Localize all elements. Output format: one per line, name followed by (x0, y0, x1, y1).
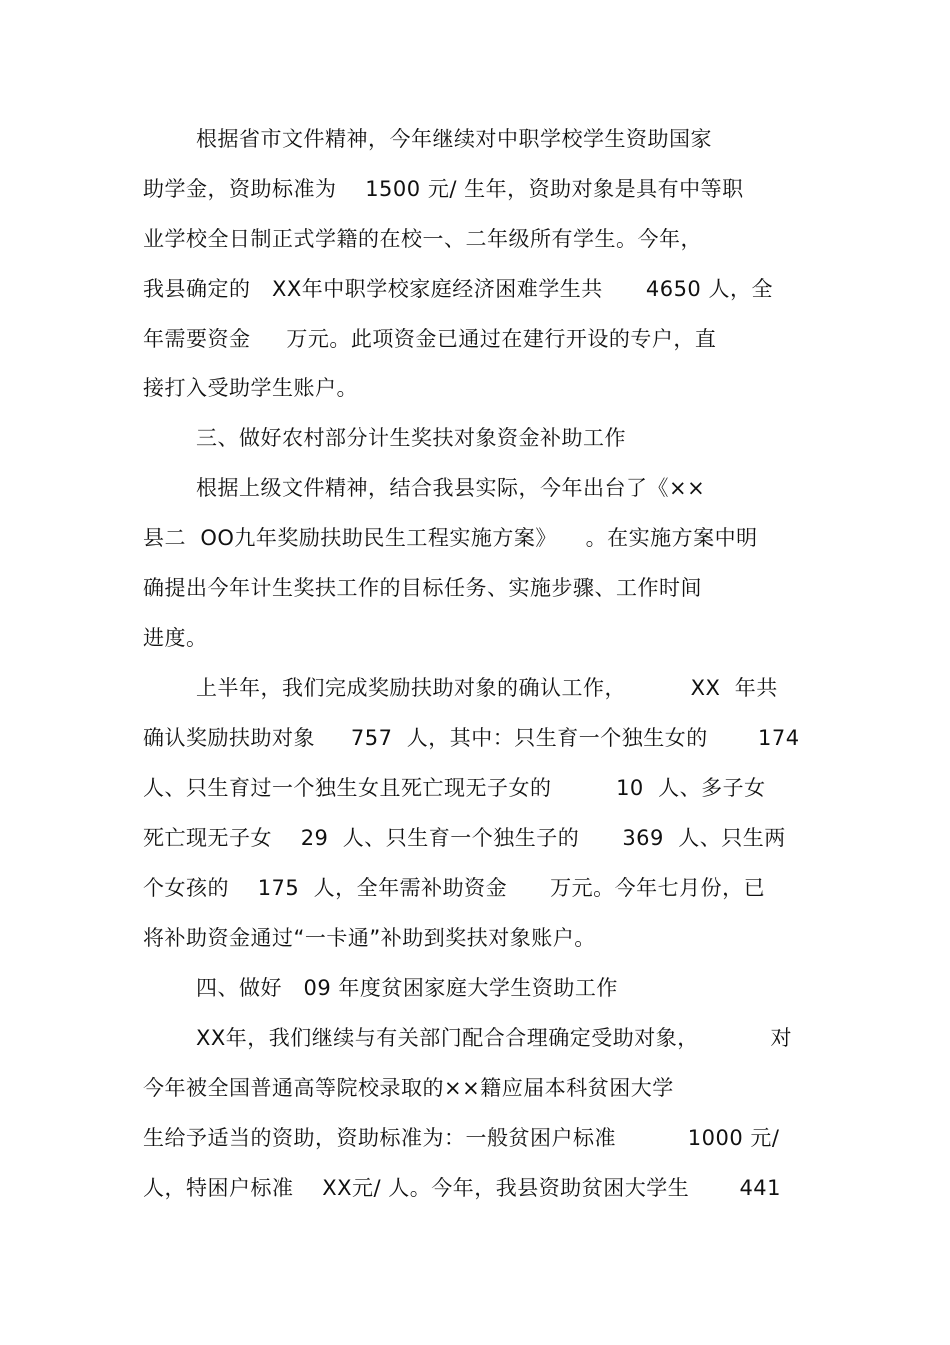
paragraph-line: 确认奖励扶助对象 757 人，其中：只生育一个独生女的 174 (143, 726, 800, 750)
paragraph-line: 进度。 (143, 626, 208, 650)
paragraph-line: 死亡现无子女 29 人、只生育一个独生子的 369 人、只生两 (143, 826, 786, 850)
paragraph-line: 个女孩的 175 人，全年需补助资金 万元。今年七月份，已 (143, 876, 766, 900)
paragraph-line: 助学金，资助标准为 1500 元/ 生年，资助对象是具有中等职 (143, 177, 744, 201)
paragraph-line: 人，特困户标准 XX元/ 人。今年，我县资助贫困大学生 441 (143, 1176, 782, 1200)
paragraph-line: 业学校全日制正式学籍的在校一、二年级所有学生。今年， (143, 227, 702, 251)
paragraph-line: 县二 OO九年奖励扶助民生工程实施方案》 。在实施方案中明 (143, 526, 758, 550)
paragraph-line: 接打入受助学生账户。 (143, 376, 358, 400)
paragraph-line: 生给予适当的资助，资助标准为：一般贫困户标准 1000 元/ (143, 1126, 780, 1150)
paragraph-line: 根据省市文件精神，今年继续对中职学校学生资助国家 (196, 127, 712, 151)
paragraph-line: 将补助资金通过“一卡通”补助到奖扶对象账户。 (143, 926, 596, 950)
section-heading: 四、做好 09 年度贫困家庭大学生资助工作 (196, 976, 618, 1000)
paragraph-line: 今年被全国普通高等院校录取的××籍应届本科贫困大学 (143, 1076, 674, 1100)
section-heading: 三、做好农村部分计生奖扶对象资金补助工作 (196, 426, 626, 450)
paragraph-line: 年需要资金 万元。此项资金已通过在建行开设的专户，直 (143, 327, 717, 351)
paragraph-line: 上半年，我们完成奖励扶助对象的确认工作， XX 年共 (196, 676, 778, 700)
paragraph-line: 根据上级文件精神，结合我县实际，今年出台了《×× (196, 476, 706, 500)
paragraph-line: XX年，我们继续与有关部门配合合理确定受助对象， 对 (196, 1026, 793, 1050)
paragraph-line: 人、只生育过一个独生女且死亡现无子女的 10 人、多子女 (143, 776, 766, 800)
paragraph-line: 确提出今年计生奖扶工作的目标任务、实施步骤、工作时间 (143, 576, 702, 600)
paragraph-line: 我县确定的 XX年中职学校家庭经济困难学生共 4650 人，全 (143, 277, 773, 301)
